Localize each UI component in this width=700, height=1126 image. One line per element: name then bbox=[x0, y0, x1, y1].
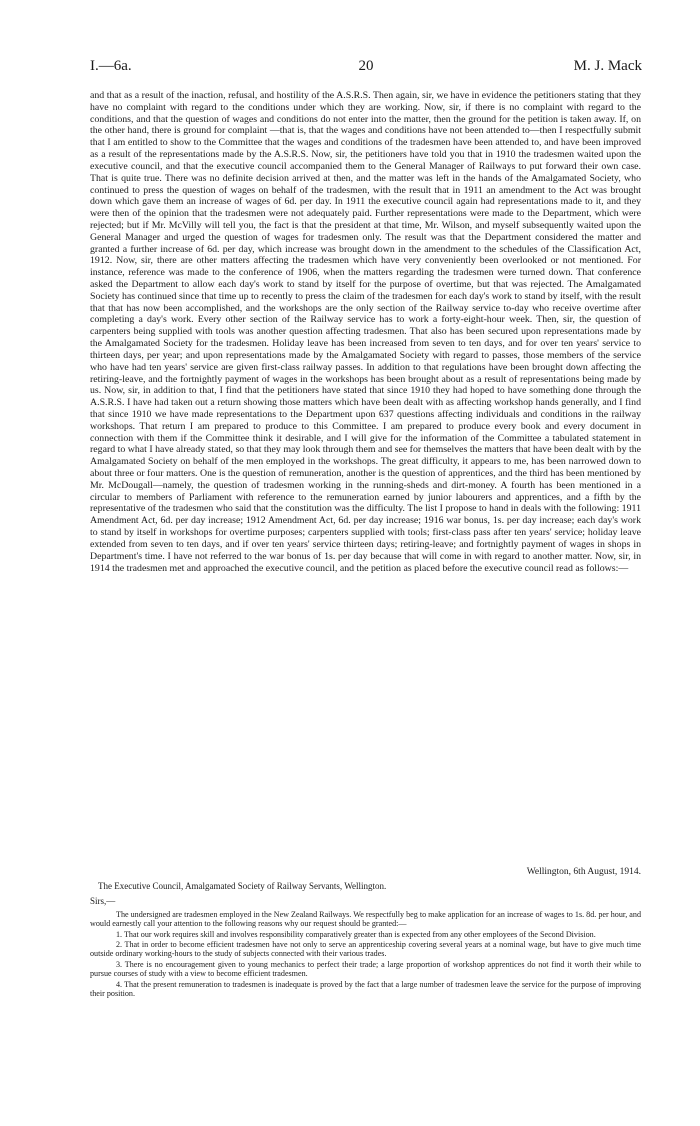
page-number: 20 bbox=[358, 58, 374, 74]
letter-salutation: Sirs,— bbox=[90, 896, 116, 907]
letter-paragraph: 1. That our work requires skill and involves responsibility comparatively greater than is expected from any other employees of the Second Division. bbox=[116, 929, 596, 939]
petition-letter bbox=[90, 882, 641, 999]
letter-paragraph: 3. There is no encouragement given to young mechanics to perfect their trade; a large proportion of workshop apprentices do not find it worth their while to pursue courses of study with a view to become efficient tradesmen. bbox=[90, 959, 641, 979]
letter-paragraph: The undersigned are tradesmen employed in the New Zealand Railways. We respectfully beg to make application for an increase of wages to 1s. 8d. per hour, and would earnestly call your attention to the following reasons why our request should be granted:— bbox=[90, 909, 641, 929]
report-reference: I.—6a. bbox=[90, 58, 132, 74]
letter-paragraph: 2. That in order to become efficient tradesmen have not only to serve an apprenticeship covering several years at a nominal wage, but have to give much time outside ordinary working-hours to the study of subjects connected with their various trades. bbox=[90, 940, 641, 959]
letter-addressee: The Executive Council, Amalgamated Society of Railway Servants, Wellington. bbox=[98, 881, 387, 891]
testimony-paragraph: and that as a result of the inaction, refusal, and hostility of the A.S.R.S. Then again, sir, we have in evidence the petitioners stating that they have no complaint with regard to the conditions under which they are working. Now, sir, if there is no complaint with regard to the conditions, and that the question of wages and conditions do not enter into the matter, then the ground for the petition is taken away. If, on the other hand, there is ground for complaint —that is, that the wages and conditions have not been attended to—then I respectfully submit that I am entitled to show to the Committee that the wages and conditions of the tradesmen have been attended to, and have been improved as a result of the representations made by the A.S.R.S. Now, sir, the petitioners have told you that in 1910 the tradesmen waited upon the executive council, and that the executive council accompanied them to the General Manager of Railways to put forward their own case. That is quite true. There was no definite decision arrived at then, and the matter was left in the hands of the Amalgamated Society, who continued to press the question of wages on behalf of the tradesmen, with the result that in 1911 an amendment to the Act was brought down which gave them an increase of wages of 6d. per day. In 1911 the executive council again had representations made to it, and they were then of the opinion that the tradesmen were not adequately paid. Further representations were made to the Department, which were rejected; but if Mr. McVilly will tell you, the fact is that the president at that time, Mr. Wilson, and myself subsequently waited upon the General Manager and urged the question of wages for tradesmen only. The result was that the Department considered the matter and granted a further increase of 6d. per day, which increase was brought down in the amendment to the schedules of the Classification Act, 1912. Now, sir, there are other matters affecting the tradesmen which have very conveniently been overlooked or not mentioned. For instance, reference was made to the conference of 1906, when the matters regarding the tradesmen were turned down. That conference asked the Department to allow each day's work to stand by itself for the purpose of overtime, but that was rejected. The Amalgamated Society has continued since that time up to recently to press the claim of the tradesmen for each day's work to stand by itself, with the result that that has now been accomplished, and the workshops are the only section of the Railway service to-day who receive overtime after completing a day's work. Every other section of the Railway service has to work a forty-eight-hour week. Then, sir, the question of carpenters being supplied with tools was another question affecting tradesmen. That also has been secured upon representations made by the Amalgamated Society for the tradesmen. Holiday leave has been increased from seven to ten days, and for over ten years' service to thirteen days, per year; and upon representations made by the Amalgamated Society with regard to passes, those members of the service who have had ten years' service are given first-class railway passes. In addition to that regulations have been brought down affecting the retiring-leave, and the fortnightly payment of wages in the workshops has been brought about as a result of representations being made by us. Now, sir, in addition to that, I find that the petitioners have stated that since 1910 they had hoped to have something done through the A.S.R.S. I have had taken out a return showing those matters which have been dealt with as affecting workshop hands generally, and I find that since 1910 we have made representations to the Department upon 637 questions affecting individuals and conditions in the railway workshops. That return I am prepared to produce to this Committee. I am prepared to produce every book and every document in connection with them if the Committee think it desirable, and I will give for the information of the Committee a tabulated statement in regard to what I have already stated, so that they may look through them and see for themselves the matters that have been dealt with by the Amalgamated Society on behalf of the men employed in the workshops. The great difficulty, it appears to me, has been narrowed down to about three or four matters. One is the question of remuneration, another is the question of apprentices, and the third has been mentioned by Mr. McDougall—namely, the question of tradesmen working in the running-sheds and dirt-money. A fourth has been mentioned in a circular to members of Parliament with reference to the remuneration earned by junior labourers and apprentices, and a fifth by the representative of the tradesmen who said that the constitution was the difficulty. The list I propose to hand in deals with the following: 1911 Amendment Act, 6d. per day increase; 1912 Amendment Act, 6d. per day increase; 1916 war bonus, 1s. per day increase; each day's work to stand by itself in workshops for overtime purposes; carpenters supplied with tools; first-class pass after ten years' service; holiday leave extended from seven to ten days, and if over ten years' service thirteen days; retiring-leave; and fortnightly payment of wages in shops in Department's time. I have not referred to the war bonus of 1s. per day because that will come in with regard to another matter. Now, sir, in 1914 the tradesmen met and approached the executive council, and the petition as placed before the executive council read as follows:— bbox=[90, 90, 641, 574]
testimony-body bbox=[90, 90, 641, 574]
letter-paragraph: 4. That the present remuneration to tradesmen is inadequate is proved by the fact that a large number of tradesmen leave the service for the purpose of improving their position. bbox=[90, 979, 641, 999]
letter-dateline: Wellington, 6th August, 1914. bbox=[526, 867, 641, 877]
speaker-name: M. J. Mack bbox=[573, 58, 642, 74]
page-header bbox=[90, 58, 642, 76]
